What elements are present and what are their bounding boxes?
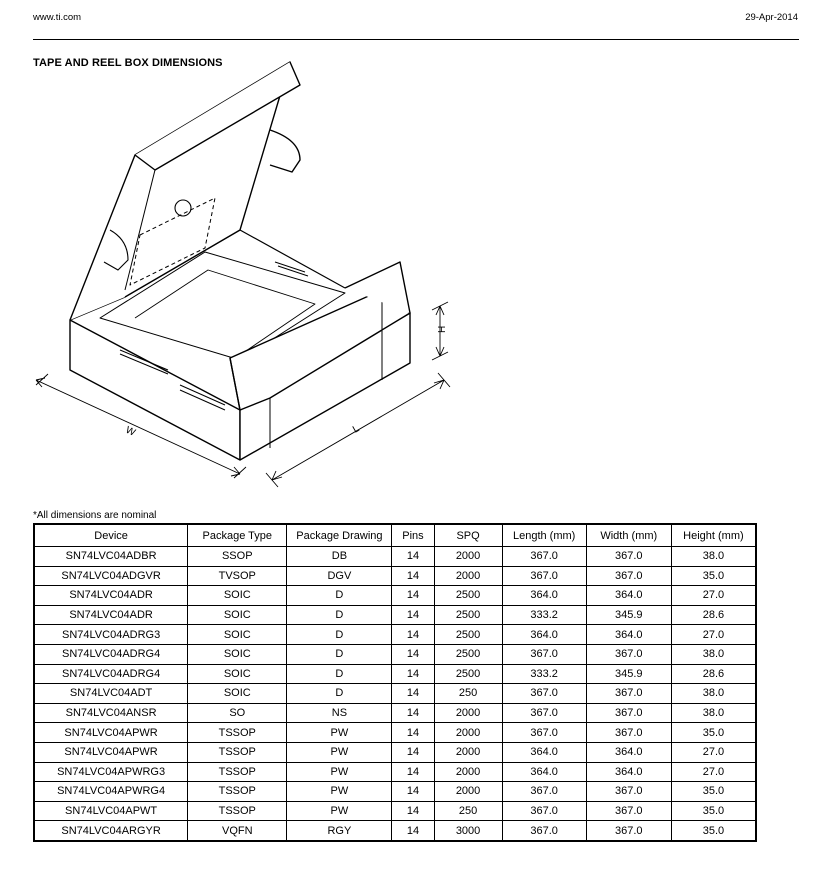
cell-device: SN74LVC04APWRG3 xyxy=(34,762,188,782)
dimensions-table xyxy=(33,523,757,842)
cell-length: 367.0 xyxy=(502,684,586,704)
cell-package-type: SOIC xyxy=(188,586,287,606)
cell-device: SN74LVC04ADGVR xyxy=(34,566,188,586)
cell-device: SN74LVC04ADR xyxy=(34,586,188,606)
cell-pins: 14 xyxy=(392,762,434,782)
cell-package-type: SOIC xyxy=(188,625,287,645)
cell-height: 27.0 xyxy=(671,625,756,645)
cell-length: 364.0 xyxy=(502,586,586,606)
cell-width: 345.9 xyxy=(586,605,671,625)
cell-spq: 250 xyxy=(434,684,502,704)
cell-length: 367.0 xyxy=(502,723,586,743)
nominal-note: *All dimensions are nominal xyxy=(33,510,157,521)
cell-width: 367.0 xyxy=(586,703,671,723)
cell-package-drawing: PW xyxy=(287,762,392,782)
cell-width: 367.0 xyxy=(586,782,671,802)
cell-spq: 2500 xyxy=(434,644,502,664)
box-left-face xyxy=(70,320,240,460)
table-row xyxy=(34,586,756,606)
cell-spq: 3000 xyxy=(434,821,502,841)
table-row xyxy=(34,605,756,625)
section-title: TAPE AND REEL BOX DIMENSIONS xyxy=(33,57,223,69)
table-row xyxy=(34,684,756,704)
cell-device: SN74LVC04ADRG3 xyxy=(34,625,188,645)
cell-package-type: TVSOP xyxy=(188,566,287,586)
col-package-drawing: Package Drawing xyxy=(287,524,392,547)
cell-length: 367.0 xyxy=(502,703,586,723)
cell-device: SN74LVC04ADR xyxy=(34,605,188,625)
cell-device: SN74LVC04ADRG4 xyxy=(34,644,188,664)
cell-length: 364.0 xyxy=(502,762,586,782)
width-label: W xyxy=(123,424,137,439)
cell-spq: 2000 xyxy=(434,742,502,762)
cell-package-drawing: D xyxy=(287,684,392,704)
cell-height: 38.0 xyxy=(671,703,756,723)
cell-device: SN74LVC04ADRG4 xyxy=(34,664,188,684)
cell-pins: 14 xyxy=(392,605,434,625)
cell-length: 364.0 xyxy=(502,742,586,762)
cell-height: 35.0 xyxy=(671,782,756,802)
table-row xyxy=(34,664,756,684)
table-row xyxy=(34,782,756,802)
cell-height: 38.0 xyxy=(671,547,756,567)
cell-package-type: TSSOP xyxy=(188,762,287,782)
cell-pins: 14 xyxy=(392,782,434,802)
cell-width: 367.0 xyxy=(586,644,671,664)
cell-height: 35.0 xyxy=(671,723,756,743)
col-spq: SPQ xyxy=(434,524,502,547)
table-row xyxy=(34,762,756,782)
cell-package-type: SSOP xyxy=(188,547,287,567)
cell-package-type: SOIC xyxy=(188,684,287,704)
cell-height: 27.0 xyxy=(671,762,756,782)
cell-package-drawing: D xyxy=(287,586,392,606)
cell-height: 38.0 xyxy=(671,684,756,704)
cell-length: 367.0 xyxy=(502,644,586,664)
table-row xyxy=(34,625,756,645)
cell-device: SN74LVC04APWR xyxy=(34,723,188,743)
col-device: Device xyxy=(34,524,188,547)
cell-width: 345.9 xyxy=(586,664,671,684)
cell-pins: 14 xyxy=(392,566,434,586)
cell-pins: 14 xyxy=(392,742,434,762)
cell-length: 367.0 xyxy=(502,547,586,567)
cell-pins: 14 xyxy=(392,703,434,723)
cell-pins: 14 xyxy=(392,547,434,567)
cell-package-type: SOIC xyxy=(188,644,287,664)
cell-length: 333.2 xyxy=(502,605,586,625)
height-label: H xyxy=(437,325,448,333)
cell-spq: 2500 xyxy=(434,605,502,625)
cell-spq: 2000 xyxy=(434,703,502,723)
cell-package-type: SOIC xyxy=(188,605,287,625)
cell-spq: 2500 xyxy=(434,586,502,606)
table-row xyxy=(34,801,756,821)
cell-package-drawing: PW xyxy=(287,782,392,802)
cell-pins: 14 xyxy=(392,664,434,684)
table-row xyxy=(34,821,756,841)
table-row xyxy=(34,703,756,723)
cell-spq: 2500 xyxy=(434,625,502,645)
cell-device: SN74LVC04APWRG4 xyxy=(34,782,188,802)
table-row xyxy=(34,723,756,743)
cell-package-drawing: RGY xyxy=(287,821,392,841)
length-label: L xyxy=(351,423,362,436)
cell-device: SN74LVC04APWR xyxy=(34,742,188,762)
cell-length: 364.0 xyxy=(502,625,586,645)
col-length: Length (mm) xyxy=(502,524,586,547)
table-row xyxy=(34,566,756,586)
cell-package-type: TSSOP xyxy=(188,801,287,821)
cell-width: 364.0 xyxy=(586,762,671,782)
cell-package-drawing: D xyxy=(287,664,392,684)
cell-width: 367.0 xyxy=(586,547,671,567)
cell-height: 28.6 xyxy=(671,605,756,625)
cell-spq: 2000 xyxy=(434,762,502,782)
cell-package-drawing: D xyxy=(287,644,392,664)
cell-package-drawing: D xyxy=(287,605,392,625)
cell-height: 35.0 xyxy=(671,566,756,586)
cell-package-drawing: PW xyxy=(287,801,392,821)
cell-height: 35.0 xyxy=(671,821,756,841)
cell-length: 367.0 xyxy=(502,821,586,841)
site-url: www.ti.com xyxy=(33,12,82,23)
cell-package-type: TSSOP xyxy=(188,782,287,802)
cell-length: 367.0 xyxy=(502,566,586,586)
table-header-row xyxy=(34,524,756,547)
cell-spq: 250 xyxy=(434,801,502,821)
cell-spq: 2500 xyxy=(434,664,502,684)
cell-length: 367.0 xyxy=(502,801,586,821)
cell-pins: 14 xyxy=(392,801,434,821)
cell-width: 364.0 xyxy=(586,742,671,762)
cell-spq: 2000 xyxy=(434,782,502,802)
cell-device: SN74LVC04ANSR xyxy=(34,703,188,723)
cell-device: SN74LVC04ARGYR xyxy=(34,821,188,841)
document-date: 29-Apr-2014 xyxy=(745,12,798,23)
cell-spq: 2000 xyxy=(434,547,502,567)
box-diagram xyxy=(30,58,460,488)
cell-pins: 14 xyxy=(392,821,434,841)
cell-package-drawing: DB xyxy=(287,547,392,567)
cell-height: 27.0 xyxy=(671,742,756,762)
table-body xyxy=(34,547,756,841)
cell-package-type: SO xyxy=(188,703,287,723)
cell-package-drawing: DGV xyxy=(287,566,392,586)
cell-height: 35.0 xyxy=(671,801,756,821)
cell-width: 367.0 xyxy=(586,684,671,704)
cell-width: 367.0 xyxy=(586,821,671,841)
header-rule xyxy=(33,39,799,40)
cell-package-drawing: D xyxy=(287,625,392,645)
cell-pins: 14 xyxy=(392,644,434,664)
cell-width: 367.0 xyxy=(586,566,671,586)
cell-package-type: TSSOP xyxy=(188,742,287,762)
cell-length: 333.2 xyxy=(502,664,586,684)
cell-package-type: TSSOP xyxy=(188,723,287,743)
cell-device: SN74LVC04APWT xyxy=(34,801,188,821)
cell-device: SN74LVC04ADT xyxy=(34,684,188,704)
cell-height: 38.0 xyxy=(671,644,756,664)
cell-length: 367.0 xyxy=(502,782,586,802)
cell-spq: 2000 xyxy=(434,566,502,586)
col-pins: Pins xyxy=(392,524,434,547)
cell-width: 367.0 xyxy=(586,801,671,821)
cell-width: 364.0 xyxy=(586,625,671,645)
cell-width: 367.0 xyxy=(586,723,671,743)
cell-device: SN74LVC04ADBR xyxy=(34,547,188,567)
cell-height: 27.0 xyxy=(671,586,756,606)
cell-package-type: VQFN xyxy=(188,821,287,841)
col-package-type: Package Type xyxy=(188,524,287,547)
table-row xyxy=(34,644,756,664)
cell-spq: 2000 xyxy=(434,723,502,743)
col-width: Width (mm) xyxy=(586,524,671,547)
cell-pins: 14 xyxy=(392,723,434,743)
cell-pins: 14 xyxy=(392,625,434,645)
cell-package-drawing: PW xyxy=(287,723,392,743)
cell-package-drawing: PW xyxy=(287,742,392,762)
cell-pins: 14 xyxy=(392,586,434,606)
cell-width: 364.0 xyxy=(586,586,671,606)
cell-package-type: SOIC xyxy=(188,664,287,684)
table-row xyxy=(34,547,756,567)
table-row xyxy=(34,742,756,762)
cell-pins: 14 xyxy=(392,684,434,704)
cell-height: 28.6 xyxy=(671,664,756,684)
cell-package-drawing: NS xyxy=(287,703,392,723)
col-height: Height (mm) xyxy=(671,524,756,547)
